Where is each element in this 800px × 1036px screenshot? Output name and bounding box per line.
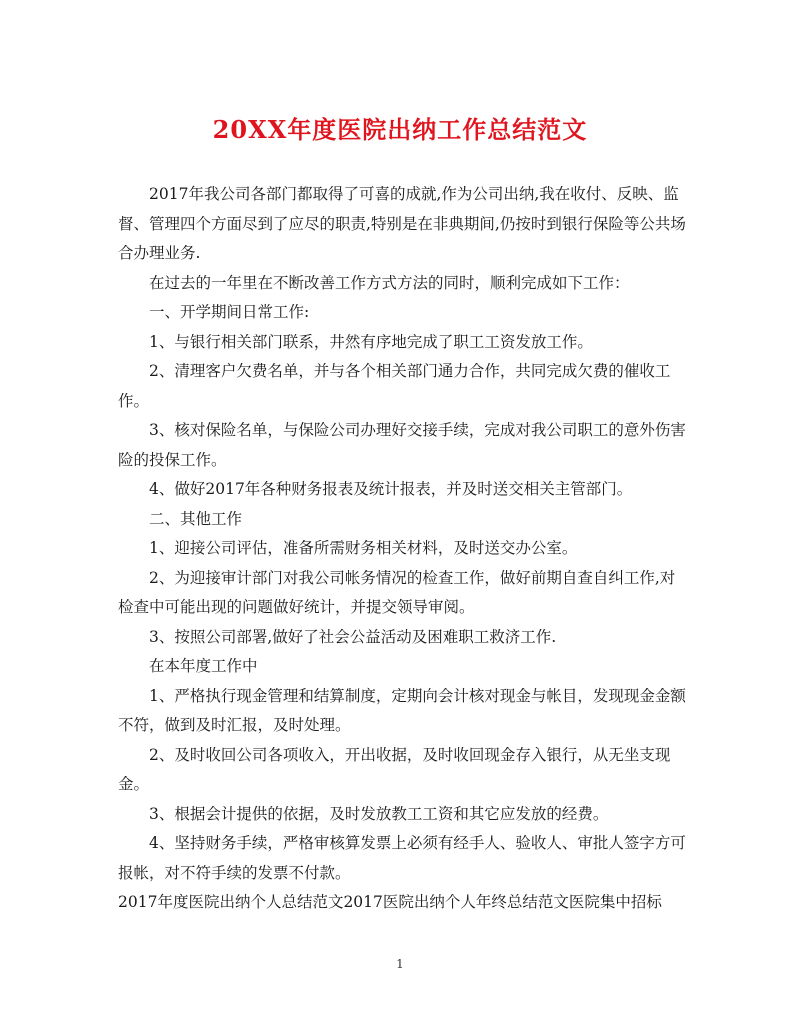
section-heading: 一、开学期间日常工作: bbox=[149, 303, 310, 321]
list-item: 3、根据会计提供的依据，及时发放教工工资和其它应发放的经费。 bbox=[149, 804, 609, 823]
list-item: 2、清理客户欠费名单，并与各个相关部门通力合作，共同完成欠费的催收工作。 bbox=[118, 362, 671, 410]
related-links-line: 2017年度医院出纳个人总结范文2017医院出纳个人年终总结范文医院集中招标 bbox=[118, 893, 662, 911]
list-item: 1、严格执行现金管理和结算制度，定期向会计核对现金与帐目，发现现金金额不符，做到及时汇报，及时处理。 bbox=[118, 686, 686, 734]
list-item: 1、迎接公司评估，准备所需财务相关材料，及时送交办公室。 bbox=[149, 539, 578, 557]
paragraph: 2017年我公司各部门都取得了可喜的成就,作为公司出纳,我在收付、反映、监督、管理四个方面尽到了应尽的职责,特别是在非典期间,仍按时到银行保险等公共场合办理业务. bbox=[118, 185, 686, 262]
list-item: 1、与银行相关部门联系，井然有序地完成了职工工资发放工作。 bbox=[149, 332, 593, 351]
paragraph: 在过去的一年里在不断改善工作方式方法的同时，顺利完成如下工作： bbox=[149, 273, 630, 292]
list-item: 2、及时收回公司各项收入，开出收据，及时收回现金存入银行，从无坐支现金。 bbox=[118, 745, 671, 793]
list-item: 4、做好2017年各种财务报表及统计报表，并及时送交相关主管部门。 bbox=[149, 480, 633, 498]
section-heading: 在本年度工作中 bbox=[149, 657, 258, 675]
list-item: 4、坚持财务手续，严格审核算发票上必须有经手人、验收人、审批人签字方可报帐，对不符手续的发票不付款。 bbox=[118, 834, 686, 882]
list-item: 3、核对保险名单，与保险公司办理好交接手续，完成对我公司职工的意外伤害险的投保工作。 bbox=[118, 421, 686, 469]
page-number: 1 bbox=[396, 957, 404, 971]
document-body bbox=[118, 180, 686, 918]
section-heading: 二、其他工作 bbox=[149, 509, 243, 528]
list-item: 3、按照公司部署,做好了社会公益活动及困难职工救济工作. bbox=[149, 627, 557, 646]
list-item: 2、为迎接审计部门对我公司帐务情况的检查工作，做好前期自查自纠工作,对检查中可能出现的问题做好统计，并提交领导审阅。 bbox=[118, 568, 676, 616]
document-title: 20XX年度医院出纳工作总结范文 bbox=[212, 115, 588, 144]
